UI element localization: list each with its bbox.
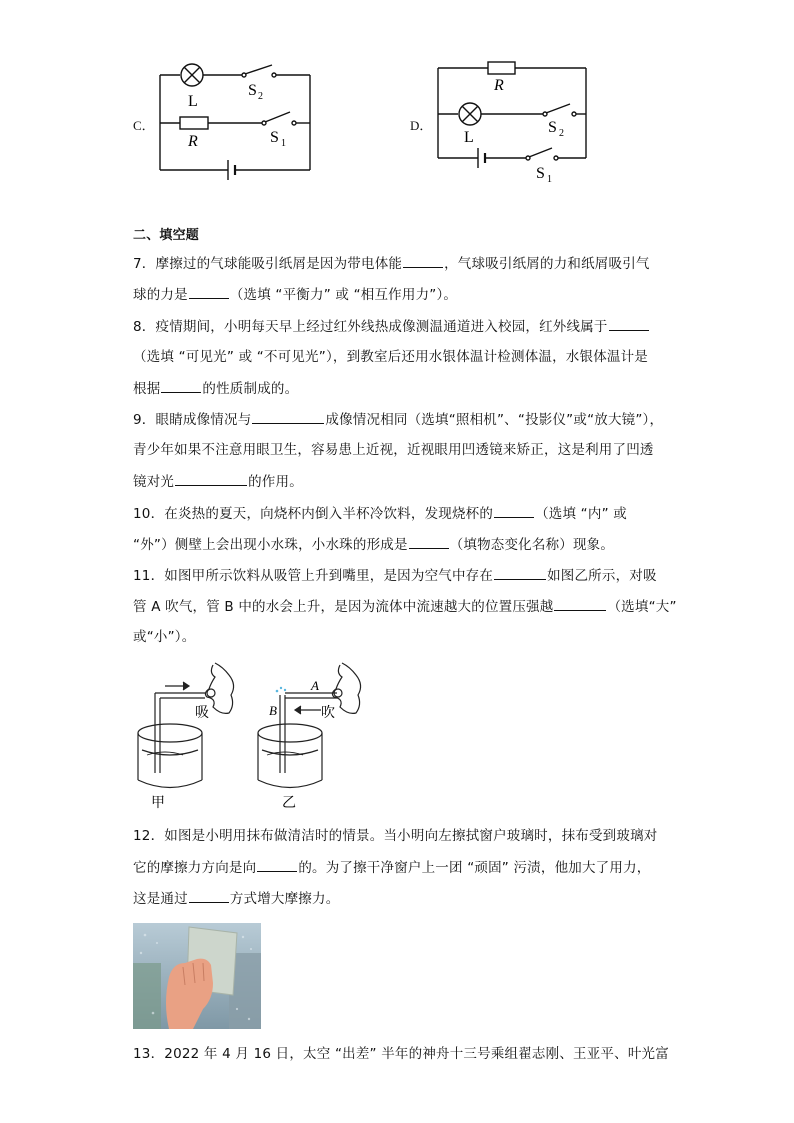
answer-blank[interactable] [409,536,449,549]
q11-text: 管 A 吹气，管 B 中的水会上升，是因为流体中流速越大的位置压强越 [133,599,554,615]
q10-text: （填物态变化名称）现象。 [449,537,615,553]
answer-blank[interactable] [252,411,324,424]
q10-line-1 [133,505,627,522]
q8-line-3 [133,380,298,397]
s1-label: S [536,165,545,182]
q8-line-1 [133,318,650,335]
lamp-label: L [188,93,198,110]
q11-text: 11．如图甲所示饮料从吸管上升到嘴里，是因为空气中存在 [133,568,494,584]
s1-label: S [270,129,279,146]
switch-s1-icon [265,112,290,122]
s1-sub: 1 [547,174,552,183]
q11-line-3: 或“小”）。 [133,629,196,645]
resistor-label: R [188,133,198,150]
q9-text: 9．眼睛成像情况与 [133,412,252,428]
q7-text: 7．摩擦过的气球能吸引纸屑是因为带电体能 [133,256,403,272]
option-d-label: D． [410,118,433,133]
resistor-icon [488,62,515,74]
q7-text: 球的力是 [133,287,188,303]
answer-blank[interactable] [257,859,297,872]
figure-straw-experiments [125,655,385,815]
s1-sub: 1 [281,138,286,149]
q8-text: 根据 [133,381,161,397]
q12-text: 方式增大摩擦力。 [229,891,340,907]
jia-action-label: 吸 [195,706,209,721]
circuit-diagram-d [428,58,598,183]
jia-caption: 甲 [151,796,165,811]
q9-text: 的作用。 [248,474,303,490]
q10-text: （选填 “内” 或 [535,506,627,522]
option-c-label: C． [133,118,155,133]
q12-line-1: 12．如图是小明用抹布做清洁时的情景。当小明向左擦拭窗户玻璃时，抹布受到玻璃对 [133,828,658,844]
q12-text: 它的摩擦力方向是向 [133,860,257,876]
lamp-label: L [464,129,474,146]
q11-line-2 [133,598,677,615]
switch-s2-icon [546,104,570,113]
straw-a-label: A [311,678,319,693]
s2-label: S [248,82,257,99]
q12-text: 的。为了擦干净窗户上一团 “顽固” 污渍，他加大了用力， [298,860,651,876]
answer-blank[interactable] [189,286,229,299]
switch-s1-icon [529,148,552,157]
answer-blank[interactable] [175,473,247,486]
circuit-diagram-c [150,60,320,180]
answer-blank[interactable] [494,505,534,518]
q8-text: 8．疫情期间，小明每天早上经过红外线热成像测温通道进入校园，红外线属于 [133,319,608,335]
q10-text: “外”）侧壁上会出现小水珠，小水珠的形成是 [133,537,408,553]
s2-sub: 2 [559,128,564,139]
q13-line-1: 13．2022 年 4 月 16 日，太空 “出差” 半年的神舟十三号乘组翟志刚、王亚平、叶光富 [133,1046,669,1062]
yi-caption: 乙 [282,796,296,811]
section-title: 二、填空题 [133,228,200,243]
q7-text: （选填 “平衡力” 或 “相互作用力”）。 [229,287,458,303]
straw-b-label: B [269,703,277,718]
q9-text: 成像情况相同（选填“照相机”、“投影仪”或“放大镜”）， [325,412,664,428]
switch-s2-icon [245,65,272,74]
q11-text: （选填“大” [607,599,677,615]
q9-line-2: 青少年如果不注意用眼卫生，容易患上近视，近视眼用凹透镜来矫正，这是利用了凹透 [133,442,654,458]
s2-label: S [548,119,557,136]
window-cleaning-photo [133,923,261,1029]
resistor-label: R [494,77,504,94]
q11-line-1 [133,567,657,584]
q12-line-2 [133,859,650,876]
q10-line-2 [133,536,614,553]
answer-blank[interactable] [494,567,546,580]
answer-blank[interactable] [161,380,201,393]
answer-blank[interactable] [554,598,606,611]
yi-action-label: 吹 [321,706,335,721]
q12-line-3 [133,890,339,907]
q7-text: ，气球吸引纸屑的力和纸屑吸引气 [444,256,650,272]
q7-line-2 [133,286,457,303]
q12-text: 这是通过 [133,891,188,907]
q9-text: 镜对光 [133,474,175,490]
q7-line-1 [133,255,650,272]
answer-blank[interactable] [609,318,649,331]
answer-blank[interactable] [189,890,229,903]
q10-text: 10．在炎热的夏天，向烧杯内倒入半杯冷饮料，发现烧杯的 [133,506,494,522]
q8-line-2: （选填 “可见光” 或 “不可见光”），到教室后还用水银体温计检测体温，水银体温计是 [133,349,648,365]
q9-line-3 [133,473,303,490]
q11-text: 如图乙所示，对吸 [547,568,657,584]
q8-text: 的性质制成的。 [202,381,299,397]
answer-blank[interactable] [403,255,443,268]
s2-sub: 2 [258,91,263,102]
resistor-icon [180,117,208,129]
q9-line-1 [133,411,663,428]
